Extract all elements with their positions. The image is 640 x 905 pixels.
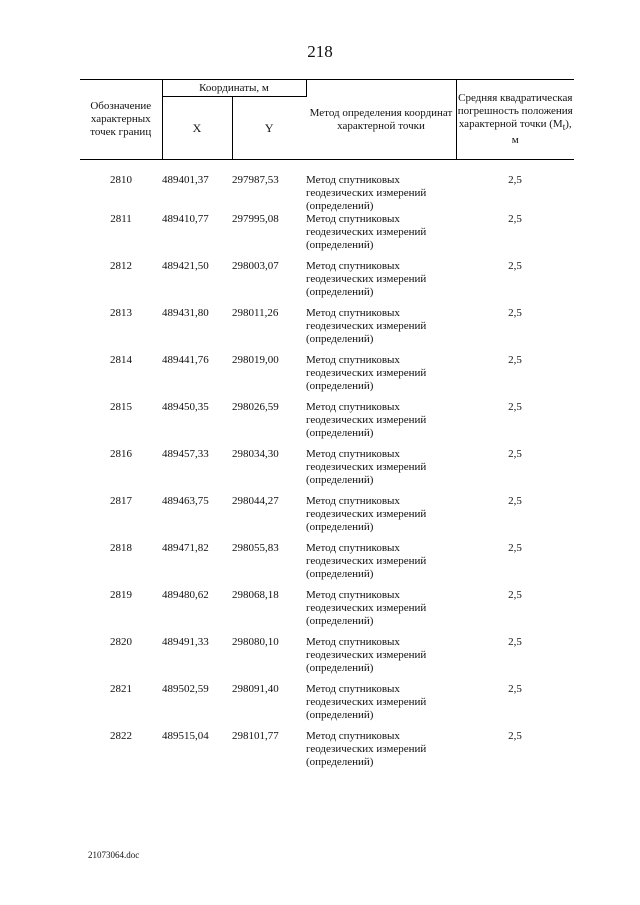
point-cell: 2814 (110, 354, 132, 366)
y-cell: 298080,10 (232, 636, 279, 648)
method-cell: Метод спутниковых геодезических измерений (определений) (306, 354, 427, 392)
table-row (80, 495, 574, 542)
error-cell: 2,5 (508, 260, 522, 272)
error-cell: 2,5 (508, 683, 522, 695)
point-cell: 2819 (110, 589, 132, 601)
y-cell: 298034,30 (232, 448, 279, 460)
method-cell: Метод спутниковых геодезических измерений (определений) (306, 683, 427, 721)
point-cell: 2822 (110, 730, 132, 742)
y-cell: 298026,59 (232, 401, 279, 413)
table-row (80, 354, 574, 401)
y-cell: 298091,40 (232, 683, 279, 695)
x-cell: 489401,37 (162, 174, 209, 186)
y-cell: 298044,27 (232, 495, 279, 507)
x-cell: 489491,33 (162, 636, 209, 648)
header-error: Средняя квадратическая погрешность положения характерной точки $(M_t)$, м (456, 80, 574, 160)
method-cell: Метод спутниковых геодезических измерений (определений) (306, 448, 427, 486)
y-cell: 297987,53 (232, 174, 279, 186)
error-cell: 2,5 (508, 448, 522, 460)
x-cell: 489457,33 (162, 448, 209, 460)
method-cell: Метод спутниковых геодезических измерений (определений) (306, 401, 427, 439)
method-cell: Метод спутниковых геодезических измерений (определений) (306, 636, 427, 674)
point-cell: 2810 (110, 174, 132, 186)
error-cell: 2,5 (508, 589, 522, 601)
table-row (80, 401, 574, 448)
error-cell: 2,5 (508, 730, 522, 742)
point-cell: 2812 (110, 260, 132, 272)
point-cell: 2821 (110, 683, 132, 695)
y-cell: 298055,83 (232, 542, 279, 554)
coordinates-table (80, 79, 574, 777)
header-method: Метод определения координат характерной точки (306, 80, 456, 160)
x-cell: 489515,04 (162, 730, 209, 742)
y-cell: 298011,26 (232, 307, 279, 319)
header-y: Y (232, 97, 306, 160)
method-cell: Метод спутниковых геодезических измерений (определений) (306, 213, 427, 251)
x-cell: 489431,80 (162, 307, 209, 319)
method-cell: Метод спутниковых геодезических измерений (определений) (306, 307, 427, 345)
method-cell: Метод спутниковых геодезических измерений (определений) (306, 542, 427, 580)
y-cell: 298068,18 (232, 589, 279, 601)
table-row (80, 213, 574, 260)
error-cell: 2,5 (508, 354, 522, 366)
point-cell: 2815 (110, 401, 132, 413)
point-cell: 2817 (110, 495, 132, 507)
error-cell: 2,5 (508, 174, 522, 186)
x-cell: 489463,75 (162, 495, 209, 507)
y-cell: 297995,08 (232, 213, 279, 225)
method-cell: Метод спутниковых геодезических измерений (определений) (306, 260, 427, 298)
table-row (80, 683, 574, 730)
y-cell: 298003,07 (232, 260, 279, 272)
x-cell: 489421,50 (162, 260, 209, 272)
header-x: X (162, 97, 232, 160)
x-cell: 489450,35 (162, 401, 209, 413)
y-cell: 298019,00 (232, 354, 279, 366)
method-cell: Метод спутниковых геодезических измерений (определений) (306, 589, 427, 627)
header-coordinates: Координаты, м (162, 80, 306, 97)
table-row (80, 307, 574, 354)
table-row (80, 542, 574, 589)
point-cell: 2818 (110, 542, 132, 554)
y-cell: 298101,77 (232, 730, 279, 742)
header-point: Обозначение характерных точек границ (80, 80, 162, 160)
error-cell: 2,5 (508, 636, 522, 648)
error-cell: 2,5 (508, 307, 522, 319)
page-number: 218 (307, 42, 333, 61)
point-cell: 2811 (110, 213, 132, 225)
x-cell: 489410,77 (162, 213, 209, 225)
method-cell: Метод спутниковых геодезических измерений (определений) (306, 495, 427, 533)
table-row (80, 260, 574, 307)
error-cell: 2,5 (508, 542, 522, 554)
table-row (80, 730, 574, 777)
error-cell: 2,5 (508, 495, 522, 507)
table-row (80, 160, 574, 214)
error-cell: 2,5 (508, 401, 522, 413)
x-cell: 489502,59 (162, 683, 209, 695)
x-cell: 489441,76 (162, 354, 209, 366)
table-row (80, 636, 574, 683)
point-cell: 2813 (110, 307, 132, 319)
table-row (80, 448, 574, 495)
x-cell: 489480,62 (162, 589, 209, 601)
point-cell: 2820 (110, 636, 132, 648)
table-row (80, 589, 574, 636)
point-cell: 2816 (110, 448, 132, 460)
method-cell: Метод спутниковых геодезических измерений (определений) (306, 730, 427, 768)
error-cell: 2,5 (508, 213, 522, 225)
method-cell: Метод спутниковых геодезических измерений (определений) (306, 174, 427, 212)
footer-filename: 21073064.doc (88, 850, 140, 860)
x-cell: 489471,82 (162, 542, 209, 554)
